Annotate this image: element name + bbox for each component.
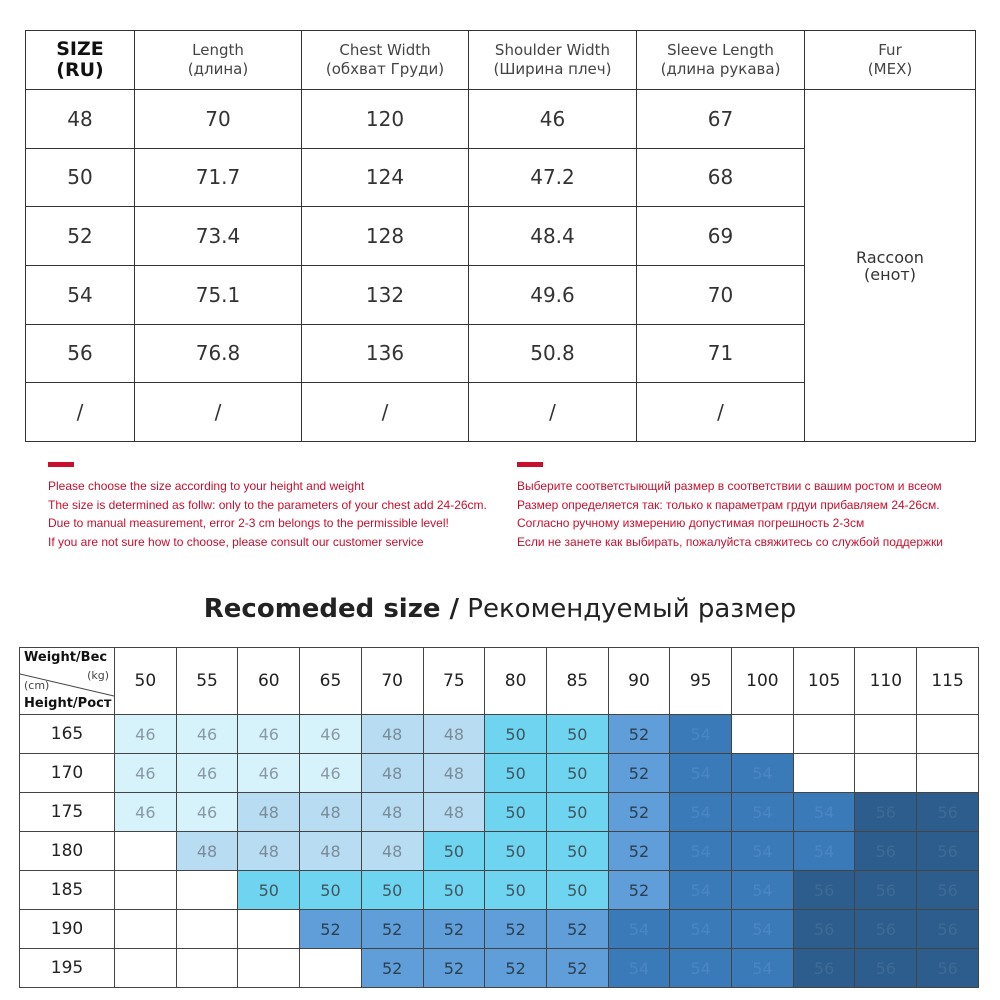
size-cell: / bbox=[26, 383, 135, 442]
size-recommendation-cell: 50 bbox=[485, 793, 547, 832]
size-table-header-row bbox=[26, 31, 976, 90]
size-recommendation-cell: 52 bbox=[608, 793, 670, 832]
header-size-label: SIZE bbox=[56, 38, 104, 60]
chest-cell: 132 bbox=[302, 265, 469, 324]
title-russian: Рекомендуемый размер bbox=[459, 594, 797, 624]
height-row bbox=[20, 754, 979, 793]
size-recommendation-cell: 46 bbox=[300, 754, 362, 793]
sleeve-cell: 70 bbox=[637, 265, 805, 324]
sleeve-cell: 69 bbox=[637, 207, 805, 266]
header-shoulder-label: Shoulder Width bbox=[494, 41, 611, 59]
notes-accent-bar bbox=[517, 462, 543, 467]
note-line: Согласно ручному измерению допустимая погрешность 2-3см bbox=[517, 516, 865, 530]
header-sleeve-sub: (длина рукава) bbox=[660, 60, 781, 78]
length-cell: / bbox=[135, 383, 302, 442]
size-recommendation-cell: 48 bbox=[361, 793, 423, 832]
length-cell: 73.4 bbox=[135, 207, 302, 266]
header-chest-label: Chest Width bbox=[339, 41, 431, 59]
note-line: The size is determined as follw: only to the parameters of your chest add 24-26cm. bbox=[48, 497, 487, 512]
size-recommendation-cell: 54 bbox=[670, 949, 732, 988]
size-recommendation-cell: 52 bbox=[608, 754, 670, 793]
size-recommendation-cell: 50 bbox=[485, 715, 547, 754]
size-recommendation-cell: 52 bbox=[608, 715, 670, 754]
size-recommendation-cell: 46 bbox=[115, 793, 177, 832]
shoulder-cell: 47.2 bbox=[469, 148, 637, 207]
size-recommendation-cell: 50 bbox=[300, 871, 362, 910]
size-recommendation-cell: 54 bbox=[670, 793, 732, 832]
size-recommendation-cell: 50 bbox=[546, 715, 608, 754]
note-line: If you are not sure how to choose, please consult our customer service bbox=[48, 534, 424, 549]
sleeve-cell: 68 bbox=[637, 148, 805, 207]
fur-cell bbox=[805, 90, 976, 442]
empty-cell bbox=[115, 949, 177, 988]
weight-header-cell: 115 bbox=[917, 648, 979, 715]
size-cell: 48 bbox=[26, 90, 135, 149]
shoulder-cell: 49.6 bbox=[469, 265, 637, 324]
size-recommendation-cell: 52 bbox=[546, 910, 608, 949]
header-size bbox=[26, 31, 135, 90]
note-line: Please choose the size according to your height and weight bbox=[48, 479, 365, 493]
length-cell: 70 bbox=[135, 90, 302, 149]
size-recommendation-cell: 54 bbox=[732, 871, 794, 910]
height-cell: 165 bbox=[20, 715, 115, 754]
chest-cell: 120 bbox=[302, 90, 469, 149]
size-recommendation-cell: 46 bbox=[300, 715, 362, 754]
size-recommendation-cell: 56 bbox=[917, 949, 979, 988]
size-recommendation-cell: 50 bbox=[361, 871, 423, 910]
shoulder-cell: 50.8 bbox=[469, 324, 637, 383]
weight-header-cell: 80 bbox=[485, 648, 547, 715]
header-shoulder-sub: (Ширина плеч) bbox=[493, 60, 612, 78]
header-shoulder-width bbox=[469, 31, 637, 90]
size-recommendation-cell: 48 bbox=[176, 832, 238, 871]
sleeve-cell: 67 bbox=[637, 90, 805, 149]
height-row bbox=[20, 949, 979, 988]
size-recommendation-cell: 54 bbox=[793, 832, 855, 871]
notes-english bbox=[48, 462, 508, 551]
size-recommendation-cell: 50 bbox=[423, 832, 485, 871]
height-row bbox=[20, 871, 979, 910]
size-recommendation-cell: 52 bbox=[608, 832, 670, 871]
size-recommendation-cell: 50 bbox=[485, 871, 547, 910]
sleeve-cell: / bbox=[637, 383, 805, 442]
corner-kg-label: (kg) bbox=[87, 669, 109, 682]
recommended-size-body bbox=[20, 715, 979, 988]
size-recommendation-cell: 52 bbox=[361, 949, 423, 988]
size-cell: 52 bbox=[26, 207, 135, 266]
size-recommendation-cell: 48 bbox=[361, 754, 423, 793]
size-recommendation-cell: 54 bbox=[608, 910, 670, 949]
size-recommendation-cell: 48 bbox=[361, 832, 423, 871]
weight-header-cell: 105 bbox=[793, 648, 855, 715]
notes-accent-bar bbox=[48, 462, 74, 467]
size-recommendation-cell: 54 bbox=[732, 832, 794, 871]
size-recommendation-cell: 54 bbox=[670, 832, 732, 871]
size-recommendation-cell: 54 bbox=[732, 910, 794, 949]
weight-header-cell: 110 bbox=[855, 648, 917, 715]
size-recommendation-cell: 54 bbox=[793, 793, 855, 832]
height-row bbox=[20, 793, 979, 832]
empty-cell bbox=[732, 715, 794, 754]
header-length-label: Length bbox=[192, 41, 244, 59]
size-recommendation-cell: 50 bbox=[546, 793, 608, 832]
size-recommendation-cell: 54 bbox=[732, 793, 794, 832]
size-table bbox=[25, 30, 976, 442]
size-recommendation-cell: 52 bbox=[423, 949, 485, 988]
chest-cell: 136 bbox=[302, 324, 469, 383]
size-recommendation-cell: 46 bbox=[115, 754, 177, 793]
size-recommendation-cell: 48 bbox=[238, 832, 300, 871]
height-cell: 185 bbox=[20, 871, 115, 910]
size-recommendation-cell: 46 bbox=[176, 793, 238, 832]
size-recommendation-cell: 46 bbox=[238, 754, 300, 793]
weight-header-cell: 55 bbox=[176, 648, 238, 715]
size-row bbox=[26, 90, 976, 149]
height-cell: 170 bbox=[20, 754, 115, 793]
header-fur-label: Fur bbox=[878, 41, 902, 59]
weight-header-row bbox=[20, 648, 979, 715]
title-english: Recomeded size / bbox=[203, 594, 460, 624]
empty-cell bbox=[115, 910, 177, 949]
weight-header-cell: 95 bbox=[670, 648, 732, 715]
size-recommendation-cell: 48 bbox=[423, 715, 485, 754]
header-length bbox=[135, 31, 302, 90]
corner-cm-label: (cm) bbox=[24, 679, 50, 692]
fur-type-ru: (енот) bbox=[864, 264, 916, 284]
empty-cell bbox=[176, 949, 238, 988]
size-recommendation-cell: 50 bbox=[423, 871, 485, 910]
height-cell: 175 bbox=[20, 793, 115, 832]
length-cell: 71.7 bbox=[135, 148, 302, 207]
weight-header-cell: 85 bbox=[546, 648, 608, 715]
size-recommendation-cell: 52 bbox=[485, 949, 547, 988]
empty-cell bbox=[917, 715, 979, 754]
empty-cell bbox=[917, 754, 979, 793]
size-recommendation-cell: 50 bbox=[238, 871, 300, 910]
size-recommendation-cell: 46 bbox=[238, 715, 300, 754]
length-cell: 75.1 bbox=[135, 265, 302, 324]
weight-header-cell: 65 bbox=[300, 648, 362, 715]
height-row bbox=[20, 910, 979, 949]
notes-russian bbox=[517, 462, 977, 551]
size-recommendation-cell: 56 bbox=[917, 910, 979, 949]
size-recommendation-cell: 56 bbox=[917, 832, 979, 871]
size-cell: 50 bbox=[26, 148, 135, 207]
size-recommendation-cell: 50 bbox=[546, 832, 608, 871]
size-recommendation-cell: 50 bbox=[546, 871, 608, 910]
size-recommendation-cell: 48 bbox=[423, 793, 485, 832]
header-size-sub: (RU) bbox=[56, 59, 104, 81]
empty-cell bbox=[855, 754, 917, 793]
recommended-size-title bbox=[0, 594, 1000, 624]
size-recommendation-cell: 54 bbox=[732, 754, 794, 793]
height-row bbox=[20, 715, 979, 754]
size-recommendation-cell: 54 bbox=[608, 949, 670, 988]
size-recommendation-cell: 48 bbox=[238, 793, 300, 832]
header-sleeve-label: Sleeve Length bbox=[667, 41, 774, 59]
corner-weight-label: Weight/Вес bbox=[24, 650, 108, 665]
height-cell: 190 bbox=[20, 910, 115, 949]
empty-cell bbox=[176, 910, 238, 949]
weight-header-cell: 75 bbox=[423, 648, 485, 715]
size-recommendation-cell: 50 bbox=[546, 754, 608, 793]
size-recommendation-cell: 56 bbox=[793, 910, 855, 949]
header-fur bbox=[805, 31, 976, 90]
size-cell: 54 bbox=[26, 265, 135, 324]
note-line: Выберите соответстыющий размер в соответствии с вашим ростом и всеом bbox=[517, 479, 942, 493]
size-recommendation-cell: 56 bbox=[855, 949, 917, 988]
height-cell: 195 bbox=[20, 949, 115, 988]
height-cell: 180 bbox=[20, 832, 115, 871]
size-recommendation-cell: 46 bbox=[176, 754, 238, 793]
header-fur-sub: (МЕХ) bbox=[867, 60, 913, 78]
size-recommendation-cell: 54 bbox=[670, 910, 732, 949]
empty-cell bbox=[855, 715, 917, 754]
shoulder-cell: 46 bbox=[469, 90, 637, 149]
size-recommendation-cell: 54 bbox=[670, 715, 732, 754]
size-recommendation-cell: 56 bbox=[855, 871, 917, 910]
shoulder-cell: / bbox=[469, 383, 637, 442]
header-sleeve-length bbox=[637, 31, 805, 90]
size-recommendation-cell: 56 bbox=[917, 871, 979, 910]
weight-header-cell: 50 bbox=[115, 648, 177, 715]
size-recommendation-cell: 48 bbox=[361, 715, 423, 754]
size-recommendation-cell: 50 bbox=[485, 754, 547, 793]
header-chest-sub: (обхват Груди) bbox=[325, 60, 445, 78]
corner-header bbox=[20, 648, 115, 715]
size-recommendation-cell: 48 bbox=[300, 793, 362, 832]
size-recommendation-cell: 54 bbox=[732, 949, 794, 988]
chest-cell: 124 bbox=[302, 148, 469, 207]
empty-cell bbox=[115, 832, 177, 871]
empty-cell bbox=[238, 910, 300, 949]
empty-cell bbox=[793, 754, 855, 793]
size-recommendation-cell: 52 bbox=[423, 910, 485, 949]
size-recommendation-cell: 56 bbox=[793, 949, 855, 988]
size-recommendation-cell: 48 bbox=[423, 754, 485, 793]
recommended-size-table bbox=[19, 647, 979, 988]
size-recommendation-cell: 46 bbox=[176, 715, 238, 754]
size-recommendation-cell: 54 bbox=[670, 754, 732, 793]
size-recommendation-cell: 56 bbox=[793, 871, 855, 910]
empty-cell bbox=[793, 715, 855, 754]
size-recommendation-cell: 56 bbox=[855, 793, 917, 832]
note-line: Если не занете как выбирать, пожалуйста свяжитесь со службой поддержки bbox=[517, 534, 944, 549]
size-recommendation-cell: 56 bbox=[917, 793, 979, 832]
chest-cell: 128 bbox=[302, 207, 469, 266]
sleeve-cell: 71 bbox=[637, 324, 805, 383]
size-recommendation-cell: 52 bbox=[300, 910, 362, 949]
weight-header-cell: 90 bbox=[608, 648, 670, 715]
length-cell: 76.8 bbox=[135, 324, 302, 383]
size-recommendation-cell: 50 bbox=[485, 832, 547, 871]
size-recommendation-cell: 52 bbox=[485, 910, 547, 949]
empty-cell bbox=[176, 871, 238, 910]
weight-header-cell: 100 bbox=[732, 648, 794, 715]
size-recommendation-cell: 52 bbox=[361, 910, 423, 949]
corner-height-label: Height/Рост bbox=[24, 696, 112, 711]
weight-header-cell: 70 bbox=[361, 648, 423, 715]
height-row bbox=[20, 832, 979, 871]
size-recommendation-cell: 46 bbox=[115, 715, 177, 754]
header-length-sub: (длина) bbox=[187, 60, 249, 78]
note-line: Due to manual measurement, error 2-3 cm belongs to the permissible level! bbox=[48, 516, 449, 530]
size-recommendation-cell: 54 bbox=[670, 871, 732, 910]
size-recommendation-cell: 56 bbox=[855, 910, 917, 949]
empty-cell bbox=[300, 949, 362, 988]
size-recommendation-cell: 56 bbox=[855, 832, 917, 871]
chest-cell: / bbox=[302, 383, 469, 442]
weight-header-cell: 60 bbox=[238, 648, 300, 715]
note-line: Размер определяется так: только к параметрам грдуи прибавляем 24-26см. bbox=[517, 497, 940, 512]
header-chest-width bbox=[302, 31, 469, 90]
empty-cell bbox=[115, 871, 177, 910]
size-recommendation-cell: 48 bbox=[300, 832, 362, 871]
empty-cell bbox=[238, 949, 300, 988]
fur-type: Raccoon bbox=[856, 247, 924, 267]
size-recommendation-cell: 52 bbox=[546, 949, 608, 988]
size-cell: 56 bbox=[26, 324, 135, 383]
shoulder-cell: 48.4 bbox=[469, 207, 637, 266]
size-recommendation-cell: 52 bbox=[608, 871, 670, 910]
